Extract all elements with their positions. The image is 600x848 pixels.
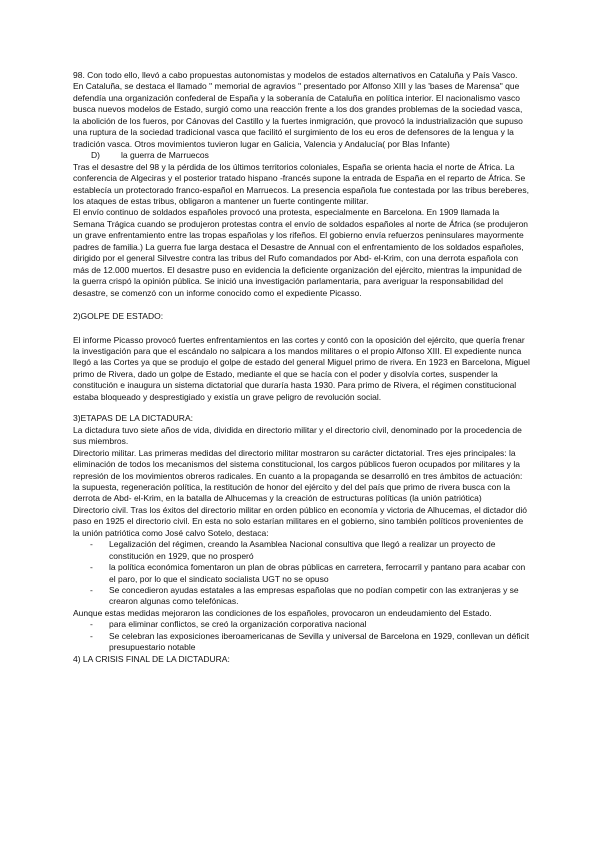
list-item: - para eliminar conflictos, se creó la organización corporativa nacional (73, 619, 530, 630)
heading-dictatorship-stages: 3)ETAPAS DE LA DICTADURA: (73, 413, 193, 424)
document-body (73, 70, 530, 665)
list-item: - Se concedieron ayudas estatales a las empresas españolas que no podían competir con las extranjeras y se crearon algunas como telefónicas. (73, 585, 530, 608)
paragraph-state-debt: Aunque estas medidas mejoraron las condiciones de los españoles, provocaron un endeudamiento del Estado. (73, 607, 492, 618)
spacer (73, 299, 530, 311)
subsection-title: la guerra de Marruecos (121, 150, 209, 161)
civil-directory-measures-list (73, 539, 530, 608)
spacer (73, 403, 530, 413)
spacer (73, 323, 530, 335)
list-item: - la política económica fomentaron un plan de obras públicas en carretera, ferrocarril y pantano para acabar con el paro, por lo que el sindicato socialista UGT no se opuso (73, 562, 530, 585)
paragraph-autonomist-proposals: 98. Con todo ello, llevó a cabo propuestas autonomistas y modelos de estados alternativos en Cataluña y País Vasco. (73, 70, 518, 80)
heading-final-crisis: 4) LA CRISIS FINAL DE LA DICTADURA: (73, 653, 230, 664)
paragraph-military-directory: Directorio militar. Las primeras medidas del directorio militar mostraron su carácter dictatorial. Tres ejes principales: la eliminación de todos los mecanismos del sistema constitucional, los cargos públicos fueron ocupados por militares y la represión de los movimientos obreros radicales. En cuanto a la propaganda se desarrolló en tres ámbitos de actuación: la supuesta, regeneración política, la restitución de honor del ejército y del del país que primo de rivera busca con la derrota de Abd- el-Krim, en la batalla de Alhucemas y la creación de estructuras políticas (la unión patriótica) (73, 447, 523, 504)
paragraph-catalonia-basque: En Cataluña, se destaca el llamado " memorial de agravios " presentado por Alfonso XIII y las 'bases de Marensa" que defendía una organización confederal de España y la soberanía de Cataluña en política interior. El nacionalismo vasco busca nuevos modelos de Estado, surgió como una reacción frente a los dos grandes problemas de la sociedad vasca, la abolición de los fueros, por Cánovas del Castillo y la fuertes inmigración, que provocó la industrialización que supuso una ruptura de la sociedad tradicional vasca que facilitó el surgimiento de los eu eros de defensores de la lengua y la tradición vasca. Otros movimientos tuvieron lugar en Galicia, Valencia y Andalucía( por Blas Infante) (73, 81, 523, 149)
heading-coup-d-etat: 2)GOLPE DE ESTADO: (73, 311, 164, 322)
paragraph-morocco-protectorate: Tras el desastre del 98 y la pérdida de los últimos territorios coloniales, España se orienta hacia el norte de África. La conferencia de Algeciras y el posterior tratado hispano -francés supone la entrada de España en el reparto de África. Se establecía un protectorado franco-español en Marruecos. La presencia española fue contestada por las tribus bereberes, los ataques de estas tribus, obligaron a mantener un fuerte contingente militar. (73, 161, 529, 206)
list-item: - Legalización del régimen, creando la Asamblea Nacional consultiva que llegó a realizar un proyecto de constitución en 1929, que no prosperó (73, 539, 530, 562)
paragraph-tragic-week-annual: El envío continuo de soldados españoles provocó una protesta, especialmente en Barcelona. En 1909 llamada la Semana Trágica cuando se produjeron protestas contra el envío de soldados españoles al norte de África (se produjeron un grave enfrentamiento entre las tropas españolas y los rifeños. El gobierno envía refuerzos peninsulares mayormente padres de familia.) La guerra fue larga destaca el Desastre de Annual con el enfrentamiento de los soldados españoles, dirigido por el general Silvestre contra las tribus del Rufo comandados por Abd- el-Krim, con una derrota española con más de 12.000 muertos. El desastre puso en evidencia la deficiente organización del ejército, mientras la impunidad de la guerra crispó la opinión pública. Se inició una investigación parlamentaria, para averiguar la responsabilidad del desastre, se comenzó con un informe conocido como el expediente Picasso. (73, 207, 529, 298)
paragraph-dictatorship-duration: La dictadura tuvo siete años de vida, dividida en directorio militar y el directorio civil, denominado por la procedencia de sus miembros. (73, 424, 522, 447)
subsection-letter: D) (91, 150, 100, 161)
subsection-heading-morocco-war (73, 150, 530, 161)
debt-measures-list (73, 619, 530, 653)
list-item: - Se celebran las exposiciones iberoamericanas de Sevilla y universal de Barcelona en 1929, conllevan un déficit presupuestario notable (73, 631, 530, 654)
paragraph-picasso-report: El informe Picasso provocó fuertes enfrentamientos en las cortes y contó con la oposición del ejército, que quería frenar la investigación para que el escándalo no salpicara a los mandos militares o el propio Alfonso XIII. El expediente nunca llegó a las Cortes ya que se produjo el golpe de estado del general Miguel primo de rivera. En 1923 en Barcelona, Miguel primo de Rivera, dado un golpe de Estado, mediante el que se hacía con el poder y disolvía cortes, suspender la constitución e inaugura un sistema dictatorial que duraría hasta 1930. Para primo de Rivera, el régimen constitucional estaba bloqueado y desprestigiado y existía un grave peligro de revolución social. (73, 334, 530, 402)
paragraph-civil-directory: Directorio civil. Tras los éxitos del directorio militar en orden público en economía y victoria de Alhucemas, el dictador dió paso en 1925 el directorio civil. En esta no solo estarían militares en el gobierno, sino también políticos provenientes de la unión patriótica como José calvo Sotelo, destaca: (73, 504, 528, 538)
